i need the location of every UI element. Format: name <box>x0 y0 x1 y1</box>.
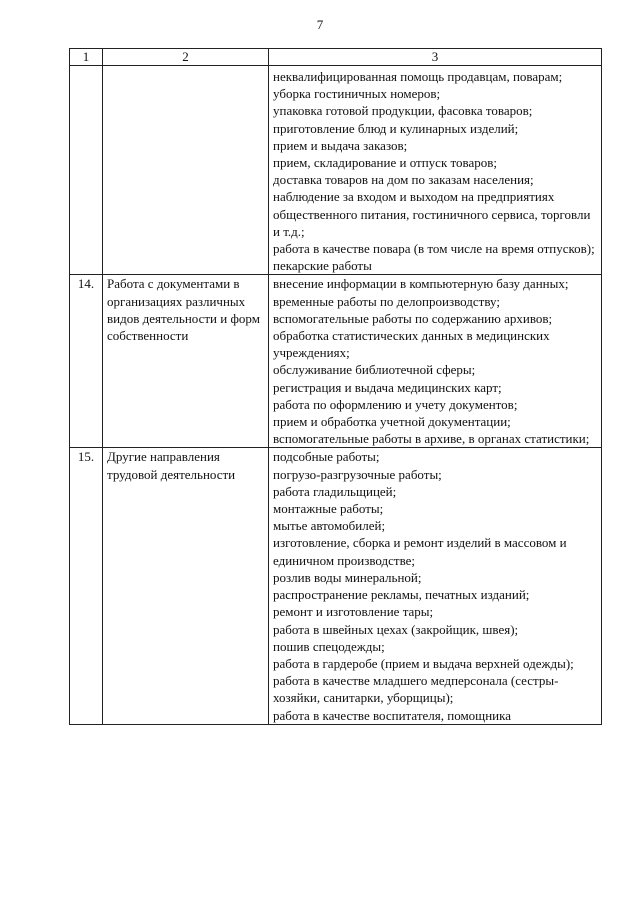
header-col-1: 1 <box>70 49 103 66</box>
header-col-2: 2 <box>103 49 269 66</box>
list-item: доставка товаров на дом по заказам населения; <box>273 172 534 188</box>
list-item: вспомогательные работы по содержанию архивов; <box>273 310 553 326</box>
page-number: 7 <box>316 17 324 32</box>
row-work-list <box>269 275 602 448</box>
list-item: наблюдение за входом и выходом на предприятиях общественного питания, гостиничного сервиса, торговли и т.д.; <box>273 189 591 239</box>
list-item: работа в гардеробе (прием и выдача верхней одежды); <box>273 655 574 671</box>
list-item: распространение рекламы, печатных изданий; <box>273 587 530 603</box>
header-col-3: 3 <box>269 49 602 66</box>
row-category: Другие направления трудовой деятельности <box>103 448 269 724</box>
list-item: неквалифицированная помощь продавцам, поварам; <box>273 69 563 84</box>
row-work-list <box>269 448 602 724</box>
list-item: временные работы по делопроизводству; <box>273 293 500 309</box>
work-types-table <box>69 48 602 725</box>
list-item: работа в швейных цехах (закройщик, швея); <box>273 621 519 637</box>
list-item: упаковка готовой продукции, фасовка товаров; <box>273 103 533 119</box>
list-item: работа гладильщицей; <box>273 483 397 499</box>
list-item: обслуживание библиотечной сферы; <box>273 362 476 378</box>
list-item: изготовление, сборка и ремонт изделий в массовом и единичном производстве; <box>273 535 567 568</box>
row-number: 14. <box>70 275 103 448</box>
list-item: работа по оформлению и учету документов; <box>273 396 518 412</box>
table-row-14 <box>70 275 602 448</box>
list-item: работа в качестве воспитателя, помощника <box>273 707 511 723</box>
list-item: прием и обработка учетной документации; <box>273 414 511 430</box>
list-item: прием, складирование и отпуск товаров; <box>273 155 498 171</box>
table-row-continuation <box>70 66 602 275</box>
list-item: уборка гостиничных номеров; <box>273 86 441 102</box>
list-item: вспомогательные работы в архиве, в органах статистики; <box>273 431 590 447</box>
list-item: обработка статистических данных в медицинских учреждениях; <box>273 328 550 361</box>
list-item: розлив воды минеральной; <box>273 569 422 585</box>
list-item: подсобные работы; <box>273 449 380 465</box>
list-item: мытье автомобилей; <box>273 518 386 534</box>
list-item: работа в качестве младшего медперсонала (сестры-хозяйки, санитарки, уборщицы); <box>273 673 559 706</box>
list-item: приготовление блюд и кулинарных изделий; <box>273 120 519 136</box>
row-category: Работа с документами в организациях различных видов деятельности и форм собственности <box>103 275 269 448</box>
list-item: монтажные работы; <box>273 501 384 517</box>
list-item: работа в качестве повара (в том числе на время отпусков); <box>273 241 595 257</box>
list-item: прием и выдача заказов; <box>273 137 408 153</box>
table-header-row <box>70 49 602 66</box>
row-number: 15. <box>70 448 103 724</box>
list-item: пекарские работы <box>273 258 372 274</box>
row-number <box>70 66 103 275</box>
table-row-15 <box>70 448 602 724</box>
list-item: пошив спецодежды; <box>273 638 385 654</box>
list-item: внесение информации в компьютерную базу данных; <box>273 276 569 292</box>
row-work-list <box>269 66 602 275</box>
list-item: ремонт и изготовление тары; <box>273 604 434 620</box>
list-item: регистрация и выдача медицинских карт; <box>273 379 502 395</box>
row-category <box>103 66 269 275</box>
list-item: погрузо-разгрузочные работы; <box>273 466 442 482</box>
